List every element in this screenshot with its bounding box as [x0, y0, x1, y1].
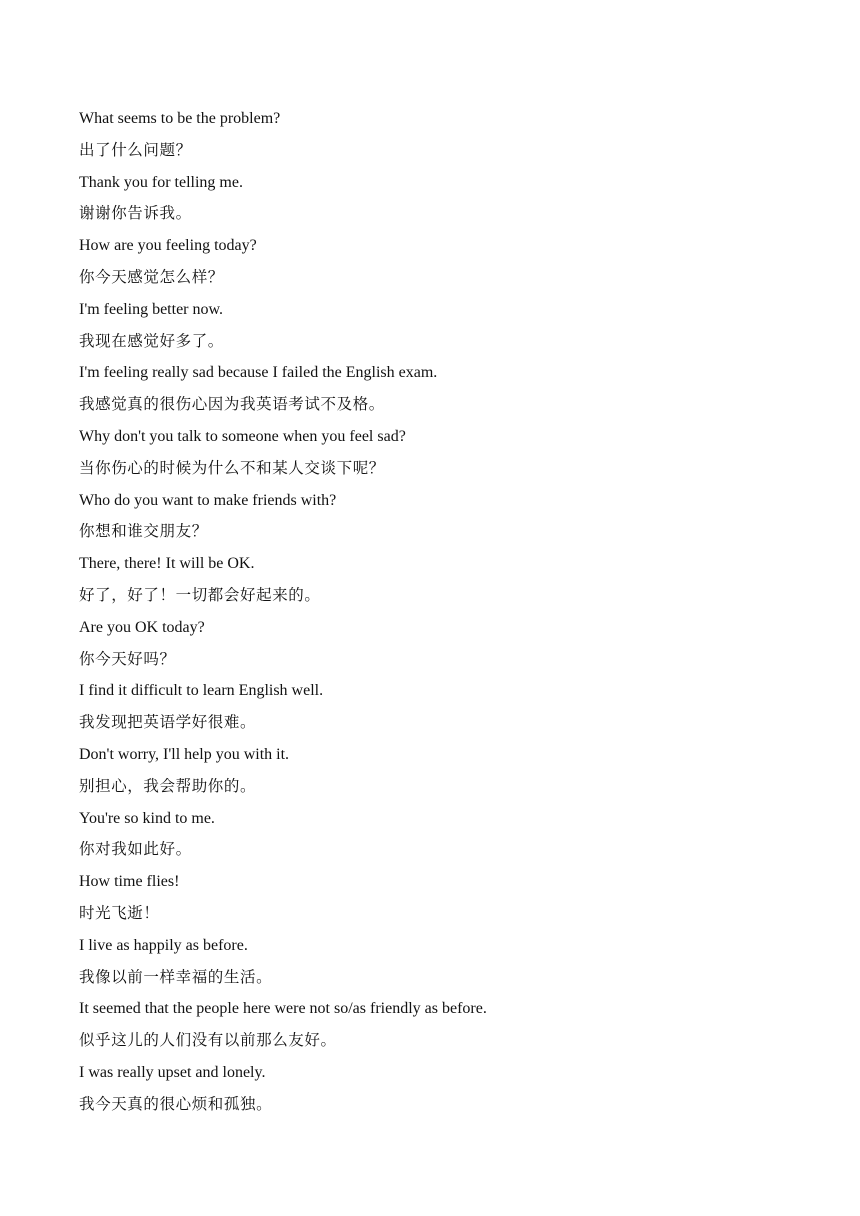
phrase-list: [79, 103, 799, 1121]
chinese-translation: 似乎这儿的人们没有以前那么友好。: [79, 1031, 337, 1050]
english-sentence: Are you OK today?: [79, 618, 205, 636]
english-sentence: Thank you for telling me.: [79, 173, 243, 191]
chinese-translation: 当你伤心的时候为什么不和某人交谈下呢？: [79, 458, 385, 477]
english-sentence: I find it difficult to learn English well.: [79, 682, 324, 700]
chinese-translation: 谢谢你告诉我。: [79, 204, 192, 223]
chinese-translation: 你想和谁交朋友？: [79, 522, 208, 541]
chinese-translation: 时光飞逝！: [79, 903, 160, 922]
english-sentence: I was really upset and lonely.: [79, 1063, 266, 1081]
english-sentence: What seems to be the problem?: [79, 110, 281, 127]
english-sentence: I'm feeling really sad because I failed the English exam.: [79, 364, 438, 382]
chinese-translation: 我发现把英语学好很难。: [79, 713, 257, 732]
english-sentence: You're so kind to me.: [79, 809, 215, 827]
english-sentence: I'm feeling better now.: [79, 300, 224, 318]
english-sentence: Who do you want to make friends with?: [79, 491, 337, 509]
english-sentence: How are you feeling today?: [79, 237, 257, 255]
chinese-translation: 我感觉真的很伤心因为我英语考试不及格。: [79, 395, 385, 414]
chinese-translation: 你今天感觉怎么样？: [79, 267, 224, 286]
english-sentence: I live as happily as before.: [79, 936, 248, 954]
chinese-translation: 你今天好吗？: [79, 649, 176, 668]
chinese-translation: 别担心，我会帮助你的。: [79, 776, 257, 795]
english-sentence: Don't worry, I'll help you with it.: [79, 745, 290, 763]
chinese-translation: 出了什么问题？: [79, 140, 192, 159]
english-sentence: There, there! It will be OK.: [79, 555, 255, 573]
chinese-translation: 我像以前一样幸福的生活。: [79, 967, 273, 986]
english-sentence: How time flies!: [79, 873, 180, 891]
chinese-translation: 你对我如此好。: [79, 840, 192, 859]
english-sentence: Why don't you talk to someone when you feel sad?: [79, 427, 406, 445]
chinese-translation: 好了，好了！一切都会好起来的。: [79, 585, 321, 604]
chinese-translation: 我现在感觉好多了。: [79, 331, 224, 350]
chinese-translation: 我今天真的很心烦和孤独。: [79, 1094, 273, 1113]
english-sentence: It seemed that the people here were not so/as friendly as before.: [79, 1000, 487, 1018]
